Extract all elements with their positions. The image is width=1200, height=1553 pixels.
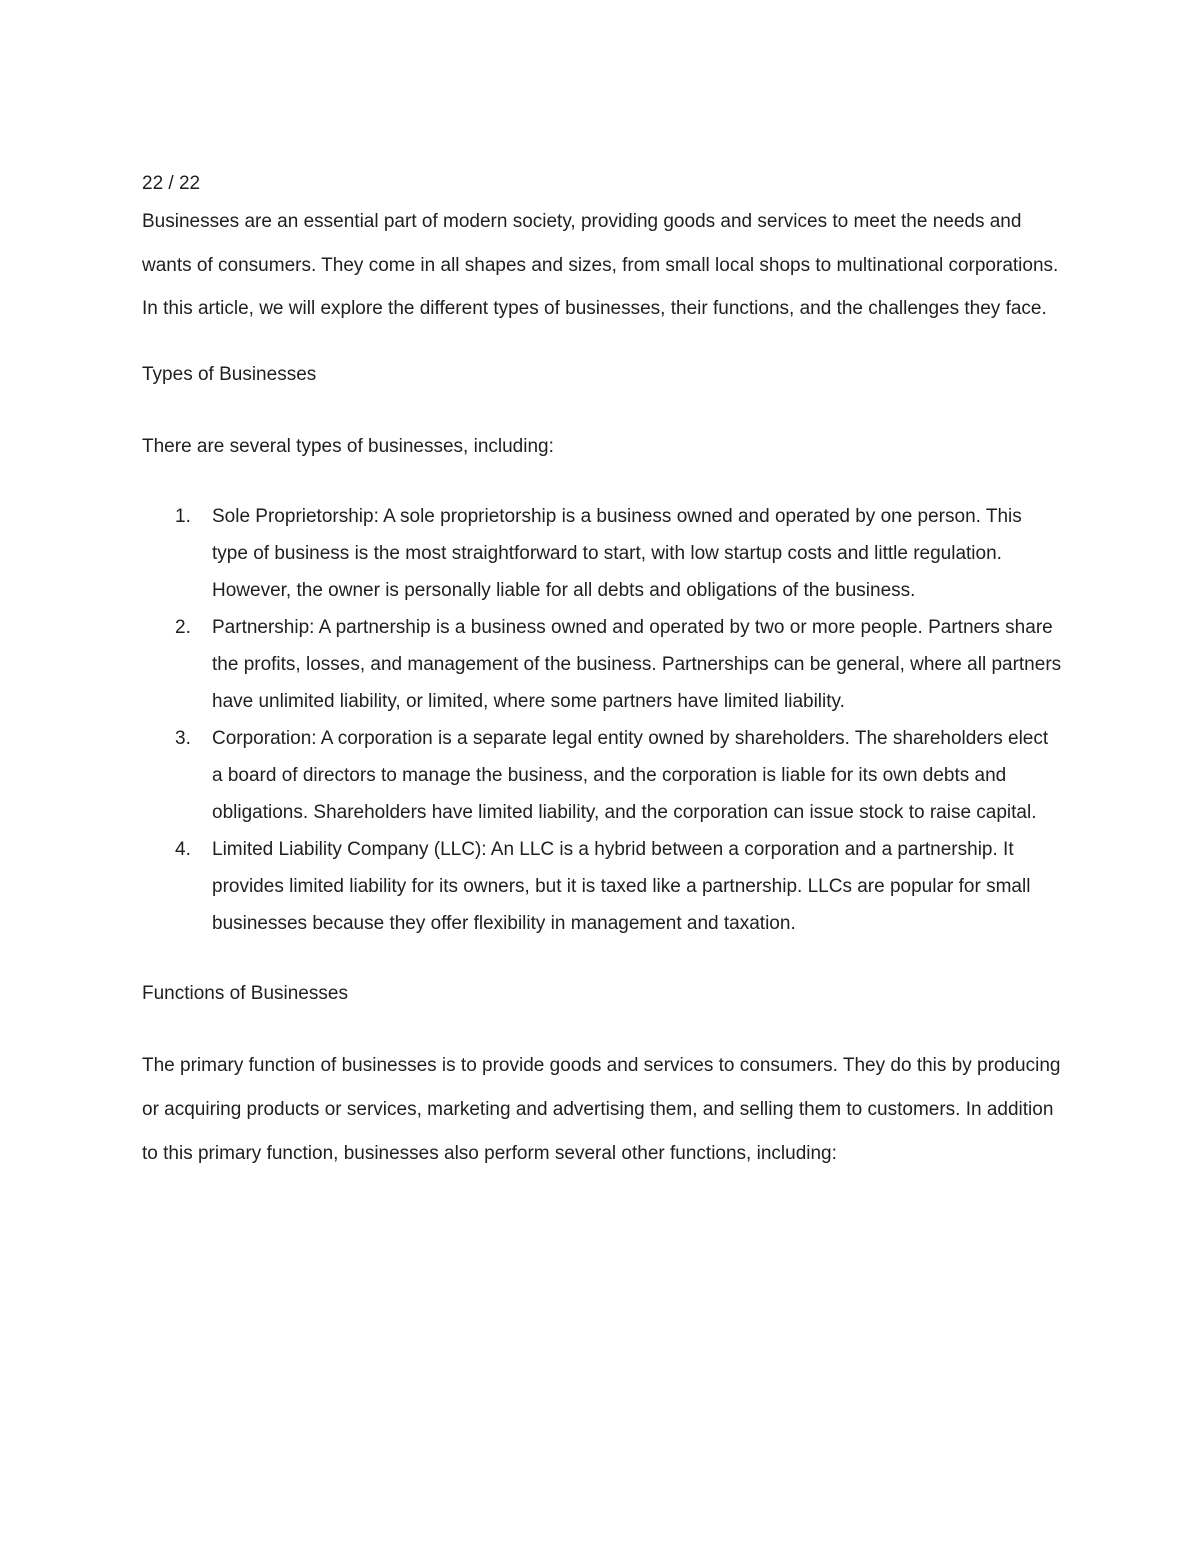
list-item <box>175 720 1062 831</box>
list-item <box>175 498 1062 609</box>
list-item-number: 3. <box>175 727 191 749</box>
section-heading-types: Types of Businesses <box>142 363 317 385</box>
list-item-number: 4. <box>175 838 191 860</box>
types-intro: There are several types of businesses, including: <box>142 436 554 457</box>
list-item <box>175 609 1062 720</box>
list-item-text: Sole Proprietorship: A sole proprietorship is a business owned and operated by one person. This type of business is the most straightforward to start, with low startup costs and little regulation. However, the owner is personally liable for all debts and obligations of the business. <box>212 505 1022 601</box>
list-item-number: 2. <box>175 616 191 638</box>
list-item-text: Partnership: A partnership is a business owned and operated by two or more people. Partners share the profits, losses, and management of the business. Partnerships can be general, where all partners have unlimited liability, or limited, where some partners have limited liability. <box>212 616 1062 712</box>
document-page <box>142 168 1062 1176</box>
list-item-text: Limited Liability Company (LLC): An LLC is a hybrid between a corporation and a partnership. It provides limited liability for its owners, but it is taxed like a partnership. LLCs are popular for small businesses because they offer flexibility in management and taxation. <box>212 838 1031 934</box>
intro-paragraph: Businesses are an essential part of modern society, providing goods and services to meet the needs and wants of consumers. They come in all shapes and sizes, from small local shops to multinational corporations. In this article, we will explore the different types of businesses, their functions, and the challenges they face. <box>142 211 1059 319</box>
functions-paragraph: The primary function of businesses is to provide goods and services to consumers. They do this by producing or acquiring products or services, marketing and advertising them, and selling them to customers. In addition to this primary function, businesses also perform several other functions, including: <box>142 1055 1061 1164</box>
business-types-list <box>142 498 1062 942</box>
list-item-text: Corporation: A corporation is a separate legal entity owned by shareholders. The shareholders elect a board of directors to manage the business, and the corporation is liable for its own debts and obligations. Shareholders have limited liability, and the corporation can issue stock to raise capital. <box>212 727 1049 823</box>
list-item <box>175 831 1062 942</box>
section-heading-functions: Functions of Businesses <box>142 982 348 1004</box>
list-item-number: 1. <box>175 505 191 527</box>
page-counter: 22 / 22 <box>142 173 201 194</box>
